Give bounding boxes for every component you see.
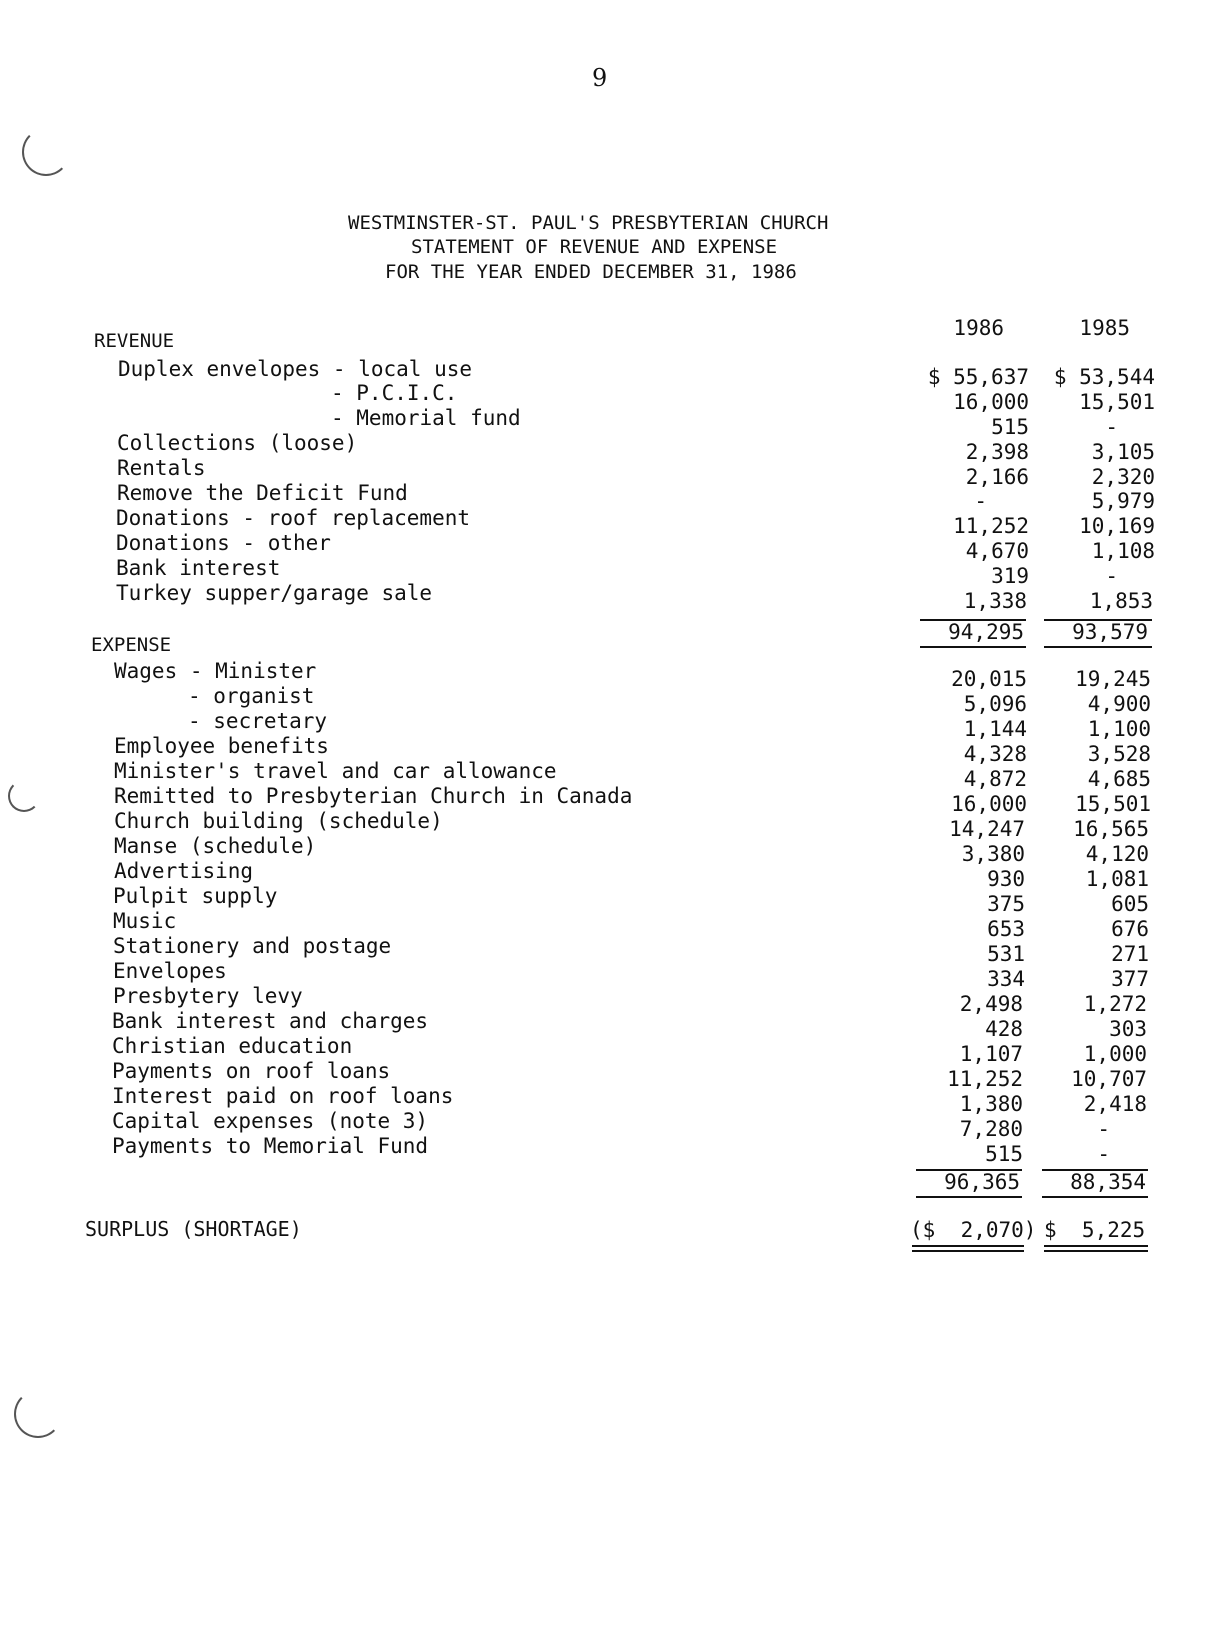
expense-row-label: Manse (schedule): [114, 834, 317, 858]
surplus-double-underline-1985: [1044, 1250, 1148, 1252]
expense-row-label: Remitted to Presbyterian Church in Canada: [114, 784, 633, 808]
expense-row-value-1985: 19,245: [1075, 667, 1151, 691]
expense-row-value-1985: 4,900: [1087, 692, 1151, 716]
revenue-row-value-1986: 4,670: [965, 539, 1029, 563]
expense-row-label: Interest paid on roof loans: [112, 1084, 454, 1108]
revenue-row-value-1985: 10,169: [1079, 514, 1155, 538]
surplus-double-underline-1986: [912, 1250, 1024, 1252]
hole-punch-mark: [22, 128, 70, 176]
expense-row-value-1986: 14,247: [949, 817, 1025, 841]
revenue-row-value-1986: 319: [991, 564, 1029, 588]
expense-row-value-1986: 4,872: [963, 767, 1027, 791]
expense-row-value-1986: 531: [987, 942, 1025, 966]
surplus-underline-1985: [1044, 1245, 1148, 1247]
expense-total-1986: 96,365: [944, 1170, 1020, 1194]
expense-row-label: Christian education: [112, 1034, 353, 1058]
expense-row-label: Payments on roof loans: [112, 1059, 391, 1083]
expense-row-value-1986: 3,380: [961, 842, 1025, 866]
column-heading-1986: 1986: [953, 316, 1004, 340]
revenue-total-rule-1985: [1044, 646, 1152, 648]
expense-row-value-1986: 1,144: [963, 717, 1027, 741]
expense-row-value-1986: 653: [987, 917, 1025, 941]
expense-row-label: Employee benefits: [114, 734, 329, 758]
expense-row-value-1986: 1,380: [959, 1092, 1023, 1116]
revenue-row-label: Bank interest: [116, 556, 281, 580]
expense-row-label: Payments to Memorial Fund: [112, 1134, 429, 1158]
expense-row-label: Advertising: [114, 859, 254, 883]
expense-row-label: Bank interest and charges: [112, 1009, 429, 1033]
revenue-row-value-1986: 2,398: [965, 440, 1029, 464]
expense-row-value-1986: 930: [987, 867, 1025, 891]
revenue-row-value-1985: 2,320: [1091, 465, 1155, 489]
expense-heading: EXPENSE: [91, 634, 172, 656]
statement-subtitle: STATEMENT OF REVENUE AND EXPENSE: [411, 236, 778, 258]
expense-row-value-1985: 303: [1109, 1017, 1147, 1041]
revenue-row-label: Duplex envelopes - local use: [118, 357, 473, 381]
expense-row-value-1986: 20,015: [951, 667, 1027, 691]
expense-row-value-1986: 11,252: [947, 1067, 1023, 1091]
expense-row-label: Church building (schedule): [114, 809, 443, 833]
hole-punch-mark: [8, 780, 40, 812]
expense-row-value-1986: 2,498: [959, 992, 1023, 1016]
expense-row-value-1986: 515: [985, 1142, 1023, 1166]
expense-row-value-1986: 1,107: [959, 1042, 1023, 1066]
expense-row-value-1985: 16,565: [1073, 817, 1149, 841]
expense-row-value-1986: 16,000: [951, 792, 1027, 816]
expense-total-rule-1986: [916, 1196, 1022, 1198]
statement-title: WESTMINSTER-ST. PAUL'S PRESBYTERIAN CHURCH: [348, 212, 829, 234]
expense-row-value-1985: 15,501: [1075, 792, 1151, 816]
surplus-1986: ($ 2,070): [910, 1218, 1037, 1242]
surplus-label: SURPLUS (SHORTAGE): [85, 1217, 302, 1241]
revenue-row-value-1986: 11,252: [953, 514, 1029, 538]
revenue-row-value-1985: 15,501: [1079, 390, 1155, 414]
revenue-row-label: Donations - other: [116, 531, 331, 555]
revenue-row-value-1986: 1,338: [963, 589, 1027, 613]
expense-row-value-1985: 271: [1111, 942, 1149, 966]
revenue-heading: REVENUE: [94, 330, 175, 352]
revenue-row-value-1986: $ 55,637: [927, 365, 1029, 389]
expense-total-rule-1985: [1042, 1196, 1148, 1198]
expense-row-label: Stationery and postage: [113, 934, 392, 958]
expense-row-value-1985: 377: [1111, 967, 1149, 991]
expense-row-label: Capital expenses (note 3): [112, 1109, 429, 1133]
revenue-row-value-1986: 2,166: [965, 465, 1029, 489]
expense-row-value-1985: 3,528: [1087, 742, 1151, 766]
revenue-total-1985: 93,579: [1072, 620, 1148, 644]
expense-row-label: Pulpit supply: [113, 884, 278, 908]
column-heading-1985: 1985: [1079, 316, 1130, 340]
expense-row-value-1985: 605: [1111, 892, 1149, 916]
expense-row-value-1986: 375: [987, 892, 1025, 916]
hole-punch-mark: [14, 1390, 62, 1438]
expense-row-value-1985: 4,120: [1085, 842, 1149, 866]
expense-total-1985: 88,354: [1070, 1170, 1146, 1194]
revenue-row-label: Donations - roof replacement: [116, 506, 471, 530]
expense-row-value-1985: 10,707: [1071, 1067, 1147, 1091]
statement-period: FOR THE YEAR ENDED DECEMBER 31, 1986: [385, 261, 797, 283]
expense-row-value-1985: 1,100: [1087, 717, 1151, 741]
expense-row-value-1985: 1,272: [1083, 992, 1147, 1016]
expense-row-label: Music: [113, 909, 177, 933]
revenue-row-value-1985: -: [1105, 564, 1118, 588]
revenue-row-value-1986: -: [974, 489, 987, 513]
expense-row-label: Wages - Minister: [114, 659, 317, 683]
expense-row-value-1985: -: [1097, 1117, 1110, 1141]
expense-row-value-1985: 2,418: [1083, 1092, 1147, 1116]
revenue-row-label: Rentals: [117, 456, 206, 480]
expense-row-value-1986: 5,096: [963, 692, 1027, 716]
revenue-row-value-1985: $ 53,544: [1053, 365, 1155, 389]
expense-row-value-1986: 428: [985, 1017, 1023, 1041]
expense-row-value-1985: 676: [1111, 917, 1149, 941]
page-number: 9: [592, 64, 608, 92]
surplus-underline-1986: [912, 1245, 1024, 1247]
expense-row-value-1986: 4,328: [963, 742, 1027, 766]
revenue-row-label: Remove the Deficit Fund: [117, 481, 408, 505]
revenue-row-value-1985: 3,105: [1091, 440, 1155, 464]
expense-row-value-1985: 1,000: [1083, 1042, 1147, 1066]
expense-row-value-1985: 4,685: [1087, 767, 1151, 791]
revenue-row-value-1986: 515: [991, 415, 1029, 439]
revenue-row-label: - P.C.I.C.: [331, 381, 458, 405]
expense-row-value-1985: 1,081: [1085, 867, 1149, 891]
revenue-total-rule-1986: [920, 646, 1026, 648]
revenue-row-value-1985: 1,853: [1089, 589, 1153, 613]
expense-row-label: Presbytery levy: [113, 984, 303, 1008]
revenue-row-label: Turkey supper/garage sale: [116, 581, 433, 605]
expense-row-value-1985: -: [1097, 1142, 1110, 1166]
expense-row-value-1986: 334: [987, 967, 1025, 991]
revenue-row-label: Collections (loose): [117, 431, 358, 455]
expense-row-label: - organist: [188, 684, 315, 708]
revenue-row-value-1985: 1,108: [1091, 539, 1155, 563]
revenue-row-value-1985: -: [1105, 415, 1118, 439]
expense-row-value-1986: 7,280: [959, 1117, 1023, 1141]
revenue-total-1986: 94,295: [948, 620, 1024, 644]
revenue-row-value-1986: 16,000: [953, 390, 1029, 414]
revenue-row-label: - Memorial fund: [331, 406, 521, 430]
revenue-row-value-1985: 5,979: [1091, 489, 1155, 513]
expense-row-label: Minister's travel and car allowance: [114, 759, 557, 783]
expense-row-label: - secretary: [188, 709, 328, 733]
expense-row-label: Envelopes: [113, 959, 227, 983]
surplus-1985: $ 5,225: [1044, 1218, 1146, 1242]
